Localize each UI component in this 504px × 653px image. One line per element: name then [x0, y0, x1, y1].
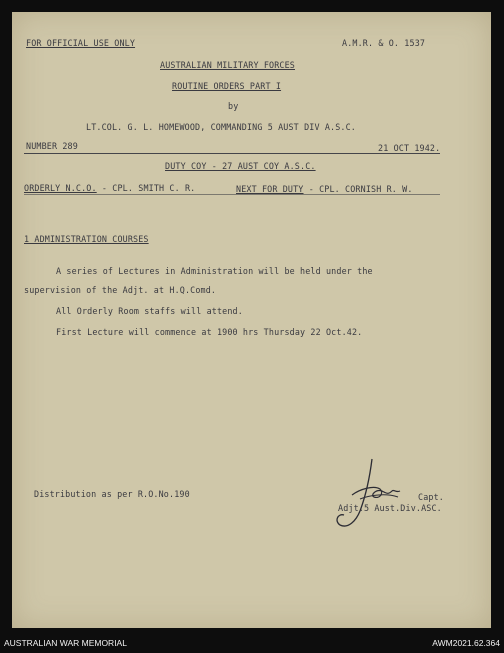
classification-label: FOR OFFICIAL USE ONLY	[26, 38, 136, 48]
paragraph-line: A series of Lectures in Administration will be held under the	[56, 266, 373, 276]
organisation-heading: AUSTRALIAN MILITARY FORCES	[160, 60, 295, 70]
separator-rule	[24, 153, 440, 154]
next-label: NEXT FOR DUTY	[236, 184, 304, 194]
separator-rule-2	[24, 194, 440, 195]
document-title: ROUTINE ORDERS PART I	[172, 81, 282, 91]
next-for-duty-line	[236, 184, 413, 194]
document-page	[12, 12, 491, 628]
signature	[330, 455, 410, 535]
archive-caption: AUSTRALIAN WAR MEMORIAL	[4, 638, 127, 648]
by-line: by	[228, 101, 239, 111]
signer-title: Adjt.5 Aust.Div.ASC.	[338, 503, 442, 513]
commander-line: LT.COL. G. L. HOMEWOOD, COMMANDING 5 AUST DIV A.S.C.	[86, 122, 356, 132]
section-heading: 1 ADMINISTRATION COURSES	[24, 234, 149, 244]
order-date: 21 OCT 1942.	[378, 143, 441, 153]
order-number: NUMBER 289	[26, 141, 78, 151]
next-value: - CPL. CORNISH R. W.	[308, 184, 413, 194]
paragraph-line: All Orderly Room staffs will attend.	[56, 306, 243, 316]
orderly-label: ORDERLY N.C.O.	[24, 183, 97, 193]
archive-id: AWM2021.62.364	[432, 638, 500, 648]
duty-company: DUTY COY - 27 AUST COY A.S.C.	[165, 161, 316, 171]
paragraph-line: supervision of the Adjt. at H.Q.Comd.	[24, 285, 217, 295]
distribution-line: Distribution as per R.O.No.190	[34, 489, 190, 499]
paragraph-line: First Lecture will commence at 1900 hrs Thursday 22 Oct.42.	[56, 327, 363, 337]
reference-number: A.M.R. & O. 1537	[342, 38, 426, 48]
signer-rank: Capt.	[418, 492, 444, 502]
orderly-value: - CPL. SMITH C. R.	[101, 183, 196, 193]
orderly-nco-line	[24, 183, 195, 193]
